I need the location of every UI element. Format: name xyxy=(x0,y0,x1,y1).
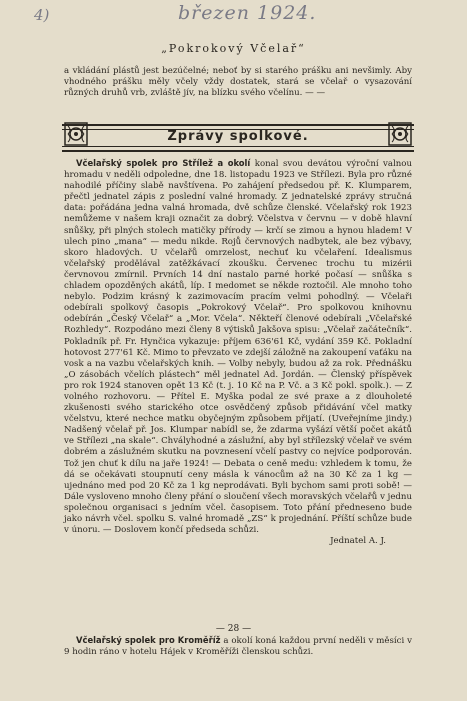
report-body: konal svou devátou výroční valnou hromadu v neděli odpoledne, dne 18. listopadu 1923 ve Střílezi. Byla pro různé nahodilé příčiny slabě navštívena. Po zahájení předsedou př. K. Klumparem, přečtl jednatel zápis z poslední valné hromady. Z jednatelské zprávy stručná data: pořádána jedna valná hromada, dvě schůze členské. Včelařský rok 1923 nemůžeme v našem kraji označit za dobrý. Včelstva v červnu — v době hlavní snůšky, při plných stolech matičky přírody — krčí se zimou a hynou hladem! V ulech pino „mana“ — medu nikde. Rojů červnových nadbytek, ale bez výbavy, skoro hladových. U včelařů omrzelost, nechuť ku včelaření. Idealismus včelařský prodělával zatěžkávací zkoušku. Červenec trochu tu mizérii červnovou zmírnil. Prvních 14 dní nastalo parné horké počasí — snůška s chladem opozděných akátů, líp. I medomet se někde roztočil. Ale mnoho toho nebylo. Podzim krásný k zazimovacím pracím velmi pohodlný. — Včelaři odebírali spolkový časopis „Pokrokový Včelař“. Pro spolkovou knihovnu odebírán „Český Včelař“ a „Mor. Včela“. Někteří členové odebírali „Včelařské Rozhledy“. Rozpodáno mezi členy 8 výtisků Jakšova spisu: „Včelař začátečník“. Pokladník př. Fr. Hynčica vykazuje: příjem 636'61 Kč, vydání 359 Kč. Pokladní hotovost 277'61 Kč. Mimo to převzato ve zdejší záložně na zakoupení vaťáku na vosk a na vazbu včelařských knih. — Volby nebyly, budou až za rok. Přednášku „O zásobách včelích plástech“ měl jednatel Ad. Jordán. — Členský příspěvek pro rok 1924 stanoven opět 13 Kč (t. j. 10 Kč na P. Vč. a 3 Kč pokl. spolk.). — Z volného rozhovoru. — Přítel E. Myška podal ze své praxe a z dlouholeté zkušenosti svého starického otce osvědčený způsob přidávání včel matky včelstvu, které nechce matku obyčejným způsobem přijatí. (Uveřejníme jindy.) Nadšený včelař př. Jos. Klumpar nabídl se, že zdarma vyšází větší počet akátů ve Střílezi „na skale“. Chvályhodné a záslužní, aby byl střílezský včelař ve svém dobrém a záslužném skutku na povznesení včelí pastvy co nejvíce podporován. Tož jen chuť k dílu na jaře 1924! — Debata o ceně medu: vzhledem k tomu, že dá se očekávati stoupnutí ceny másla k vánocům až na 30 Kč za 1 kg — ujednáno med pod 20 Kč za 1 kg neprodávati. Byli bychom sami proti sobě! — Dále vysloveno mnoho členy přání o sloučení všech moravských včelařů v jednu společnou organisaci s jedním včel. časopisem. Toto přání předneseno bude jako návrh včel. spolku S. valné hromadě „ZS“ k projednání. Příští schůze bude v únoru. — Doslovem končí předseda schůzi. xyxy=(64,159,412,536)
report2-lead: Včelařský spolek pro Kroměříž xyxy=(76,635,221,645)
report2-paragraph xyxy=(64,635,412,658)
running-head: „Pokrokový Včelař“ xyxy=(161,42,306,55)
section-title: Zprávy spolkové. xyxy=(167,129,309,144)
intro-paragraph: a vkládání plástů jest bezúčelné; neboť by si starého prášku ani nevšimly. Aby vhodného prášku měly včely vždy dostatek, stará se včelař o vysazování různých druhů vrb, zvláště jív, na blízku svého včelínu. — — xyxy=(64,66,412,99)
ornament-right-icon xyxy=(388,122,412,146)
report-block xyxy=(64,158,412,547)
section-banner xyxy=(62,124,414,152)
handwritten-number: 4) xyxy=(34,6,50,24)
intro-text-block xyxy=(64,66,412,99)
report-signature: Jednatel A. J. xyxy=(330,536,386,547)
report-lead: Včelařský spolek pro Střílež a okolí xyxy=(76,158,251,168)
report2-block xyxy=(64,635,412,658)
page-number: — 28 — xyxy=(215,624,252,634)
report-paragraph xyxy=(64,158,412,536)
report2-body: a okolí koná každou první neděli v měsíci v 9 hodin ráno v hotelu Hájek v Kroměříži členskou schůzi. xyxy=(64,636,412,658)
handwritten-date: březen 1924. xyxy=(178,2,317,24)
